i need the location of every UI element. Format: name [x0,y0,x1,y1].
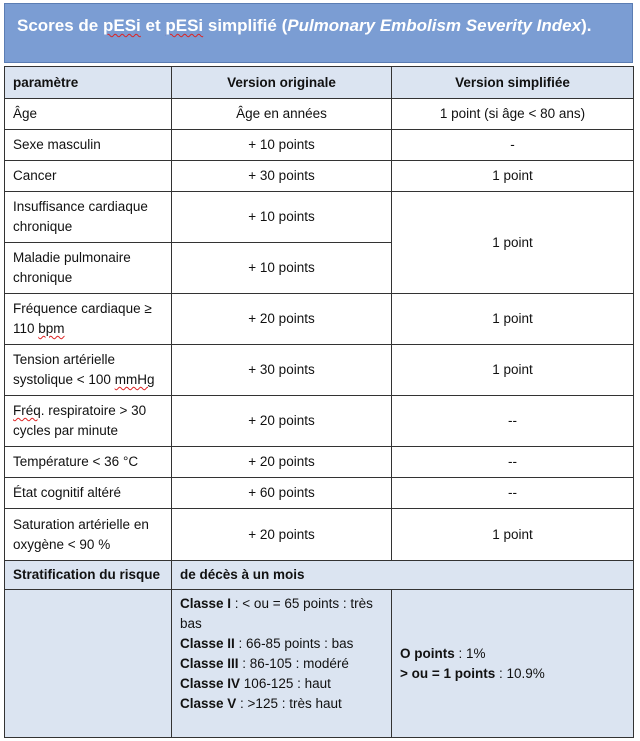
param-cell: Fréq. respiratoire > 30 cycles par minute [5,396,172,447]
param-cell: Âge [5,99,172,130]
simplified-cell: 1 point [392,294,634,345]
stratification-sub: de décès à un mois [172,561,634,590]
simplified-cell: 1 point [392,509,634,561]
class-name: Classe V [180,696,237,711]
class-desc: 106-125 : haut [240,676,331,691]
class-name: Classe III [180,656,239,671]
table-row [5,478,634,509]
header-simplified: Version simplifiée [392,67,634,99]
class-line [180,634,383,654]
table-row [5,161,634,192]
header-row [5,67,634,99]
class-line [180,694,383,714]
original-cell: + 20 points [172,447,392,478]
original-cell: + 20 points [172,294,392,345]
table-row [5,447,634,478]
title-part: Scores de [17,16,103,35]
table-row [5,99,634,130]
class-desc: : 66-85 points : bas [234,636,354,651]
param-cell: État cognitif altéré [5,478,172,509]
pesi-table [4,66,634,738]
title-part: et [140,16,166,35]
param-cell: Sexe masculin [5,130,172,161]
param-cell: Cancer [5,161,172,192]
class-desc: : >125 : très haut [236,696,342,711]
class-name: Classe II [180,636,235,651]
simplified-cell: -- [392,478,634,509]
table-row [5,294,634,345]
header-param: paramètre [5,67,172,99]
original-cell: Âge en années [172,99,392,130]
title-pesi: pESi [165,16,204,35]
simplified-risk-cell [392,590,634,738]
simplified-cell: - [392,130,634,161]
table-row [5,192,634,243]
title-part: simplifié ( [203,16,288,35]
class-name: Classe I [180,596,232,611]
class-line [180,594,383,634]
original-cell: + 20 points [172,396,392,447]
title-bar [4,3,633,63]
table-row [5,130,634,161]
empty-cell [5,590,172,738]
original-cell: + 30 points [172,161,392,192]
class-desc: : < ou = 65 points : très bas [180,596,373,631]
original-cell: + 30 points [172,345,392,396]
risk-line [400,644,625,664]
class-line [180,674,383,694]
param-cell: Température < 36 °C [5,447,172,478]
title-pesi: pESi [103,16,141,35]
param-cell: Tension artérielle systolique < 100 mmHg [5,345,172,396]
risk-line [400,664,625,684]
original-cell: + 20 points [172,509,392,561]
param-cell: Fréquence cardiaque ≥ 110 bpm [5,294,172,345]
document-title [17,16,591,36]
stratification-row [5,561,634,590]
simplified-cell: -- [392,447,634,478]
title-part: ). [581,16,592,35]
param-cell: Maladie pulmonaire chronique [5,243,172,294]
stratification-label: Stratification du risque [5,561,172,590]
simplified-cell: -- [392,396,634,447]
risk-desc: : 10.9% [495,665,545,681]
original-cell: + 10 points [172,130,392,161]
classes-row [5,590,634,738]
table-row [5,509,634,561]
risk-name: O points [400,645,455,661]
original-cell: + 10 points [172,192,392,243]
header-original: Version originale [172,67,392,99]
risk-desc: : 1% [454,645,486,661]
simplified-cell: 1 point [392,345,634,396]
param-cell: Saturation artérielle en oxygène < 90 % [5,509,172,561]
simplified-cell-merged: 1 point [392,192,634,294]
table-row [5,345,634,396]
risk-name: > ou = 1 points [400,665,496,681]
class-name: Classe IV [180,676,241,691]
simplified-cell: 1 point [392,161,634,192]
original-cell: + 10 points [172,243,392,294]
class-line [180,654,383,674]
class-desc: : 86-105 : modéré [238,656,349,671]
original-cell: + 60 points [172,478,392,509]
classes-cell [172,590,392,738]
title-italic: Pulmonary Embolism Severity Index [287,16,582,35]
param-cell: Insuffisance cardiaque chronique [5,192,172,243]
simplified-cell: 1 point (si âge < 80 ans) [392,99,634,130]
table-row [5,396,634,447]
